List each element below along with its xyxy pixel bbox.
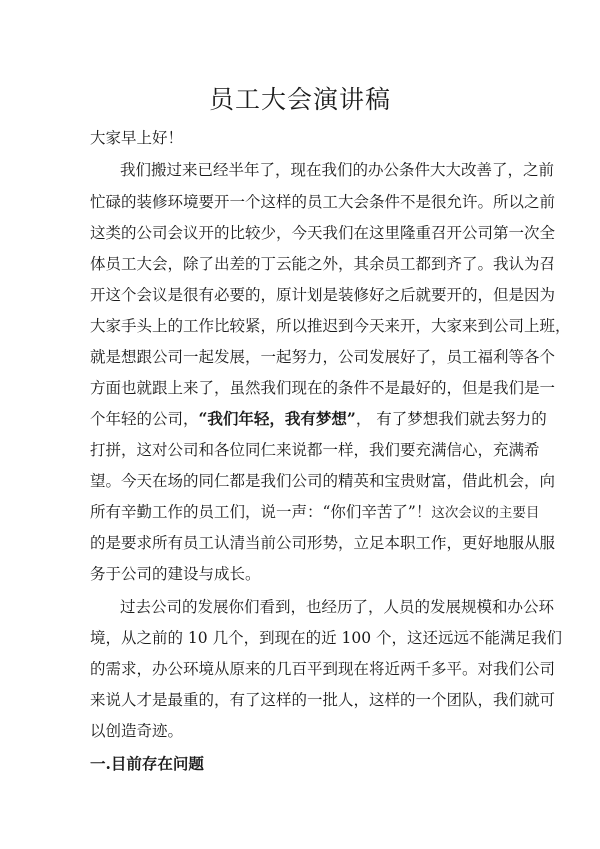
slogan-quote: “我们年轻，我有梦想” <box>198 409 356 428</box>
paragraph-1-line-13: 的是要求所有员工认清当前公司形势，立足本职工作，更好地服从服 <box>90 534 556 552</box>
paragraph-1-line-9 <box>90 409 547 429</box>
paragraph-1-line-3: 这类的公司会议开的比较少，今天我们在这里隆重召开公司第一次全 <box>90 224 556 242</box>
paragraph-1-line-14: 务于公司的建设与成长。 <box>90 565 261 583</box>
paragraph-1-line-2: 忙碌的装修环境要开一个这样的员工大会条件不是很允许。所以之前 <box>90 193 556 211</box>
line-9-start: 个年轻的公司， <box>90 410 199 428</box>
line-9-end: ， 有了梦想我们就去努力的 <box>355 410 547 428</box>
document-title: 员工大会演讲稿 <box>208 85 391 114</box>
paragraph-2-line-5: 以创造奇迹。 <box>90 722 184 740</box>
line-12-end: 这次会议的主要目 <box>431 505 540 521</box>
line-12-start: 所有辛勤工作的员工们，说一声：“你们辛苦了”！ <box>90 503 432 521</box>
paragraph-1-line-10: 打拼，这对公司和各位同仁来说都一样，我们要充满信心，充满希 <box>90 441 540 459</box>
greeting: 大家早上好！ <box>90 129 184 147</box>
paragraph-2-line-2: 境，从之前的 10 几个，到现在的近 100 个，这还远远不能满足我们 <box>90 629 563 647</box>
paragraph-1-line-5: 开这个会议是很有必要的，原计划是装修好之后就要开的，但是因为 <box>90 286 556 304</box>
paragraph-2-line-1: 过去公司的发展你们看到，也经历了，人员的发展规模和办公环 <box>120 598 555 616</box>
paragraph-1-line-6: 大家手头上的工作比较紧，所以推迟到今天来开，大家来到公司上班， <box>90 317 571 335</box>
paragraph-2-line-3: 的需求，办公环境从原来的几百平到现在将近两千多平。对我们公司 <box>90 660 556 678</box>
section-heading: 一.目前存在问题 <box>90 754 204 773</box>
paragraph-1-line-12 <box>90 502 540 523</box>
paragraph-1-line-7: 就是想跟公司一起发展，一起努力，公司发展好了，员工福利等各个 <box>90 348 556 366</box>
paragraph-1-line-11: 望。今天在场的同仁都是我们公司的精英和宝贵财富，借此机会，向 <box>90 472 556 490</box>
paragraph-1-line-4: 体员工大会，除了出差的丁云能之外，其余员工都到齐了。我认为召 <box>90 255 556 273</box>
paragraph-1-line-8: 方面也就跟上来了，虽然我们现在的条件不是最好的，但是我们是一 <box>90 379 556 397</box>
paragraph-1-line-1: 我们搬过来已经半年了，现在我们的办公条件大大改善了，之前 <box>120 161 555 179</box>
paragraph-2-line-4: 来说人才是最重的，有了这样的一批人，这样的一个团队，我们就可 <box>90 691 556 709</box>
